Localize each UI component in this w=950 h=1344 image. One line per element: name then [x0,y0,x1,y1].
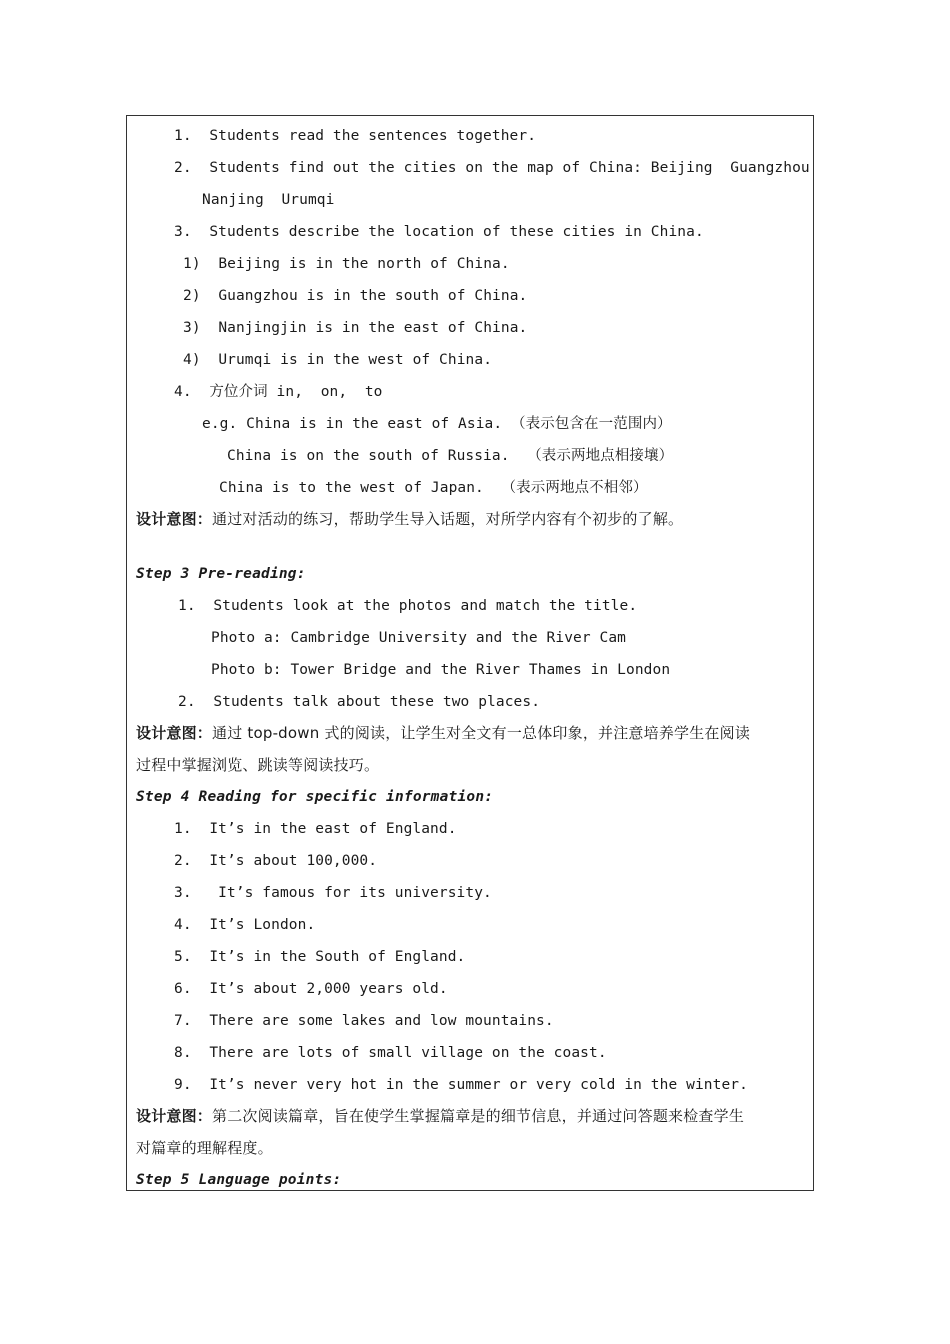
list-item: 7. There are some lakes and low mountains. [174,1013,554,1029]
list-item: Photo a: Cambridge University and the River Cam [211,630,626,646]
list-item: 1. Students look at the photos and match the title. [178,598,638,614]
design-intent-text: 通过对活动的练习，帮助学生导入话题，对所学内容有个初步的了解。 [212,510,684,528]
design-intent-label: 设计意图： [136,1107,213,1125]
list-item: 2. Students talk about these two places. [178,694,541,710]
example-line: e.g. China is in the east of Asia. （表示包含在一范围内） [202,416,672,432]
step-5-heading: Step 5 Language points: [136,1172,342,1188]
design-intent-text: 通过 top-down 式的阅读，让学生对全文有一总体印象，并注意培养学生在阅读 [212,724,751,742]
list-item: 4) Urumqi is in the west of China. [183,352,493,368]
design-intent-continued: 过程中掌握浏览、跳读等阅读技巧。 [136,756,380,774]
list-item: 2) Guangzhou is in the south of China. [183,288,528,304]
step-3-heading: Step 3 Pre-reading: [136,566,306,582]
list-item: Photo b: Tower Bridge and the River Thames in London [211,662,671,678]
list-item: 9. It’s never very hot in the summer or very cold in the winter. [174,1077,748,1093]
list-item: 3) Nanjingjin is in the east of China. [183,320,528,336]
list-item: 2. It’s about 100,000. [174,853,378,869]
design-intent-label: 设计意图： [136,510,213,528]
list-item: 4. It’s London. [174,917,316,933]
design-intent [136,1106,744,1126]
example-line: China is to the west of Japan. （表示两地点不相邻） [219,480,648,496]
design-intent-text: 第二次阅读篇章，旨在使学生掌握篇章是的细节信息，并通过问答题来检查学生 [212,1107,745,1125]
list-item: 6. It’s about 2,000 years old. [174,981,448,997]
list-item: 5. It’s in the South of England. [174,949,466,965]
list-item: 3. It’s famous for its university. [174,885,492,901]
list-item: 8. There are lots of small village on the coast. [174,1045,607,1061]
list-item: 4. 方位介词 in, on, to [174,384,383,400]
list-item: 1) Beijing is in the north of China. [183,256,510,272]
list-item: 1. It’s in the east of England. [174,821,457,837]
list-item: 3. Students describe the location of these cities in China. [174,224,704,240]
design-intent-label: 设计意图： [136,724,213,742]
design-intent [136,723,750,743]
step-4-heading: Step 4 Reading for specific information: [136,789,494,805]
list-item: Nanjing Urumqi [202,192,335,208]
list-item: 2. Students find out the cities on the map of China: Beijing Guangzhou [174,160,810,176]
example-line: China is on the south of Russia. （表示两地点相接壤） [227,448,674,464]
design-intent [136,509,683,529]
design-intent-continued: 对篇章的理解程度。 [136,1139,273,1157]
list-item: 1. Students read the sentences together. [174,128,537,144]
